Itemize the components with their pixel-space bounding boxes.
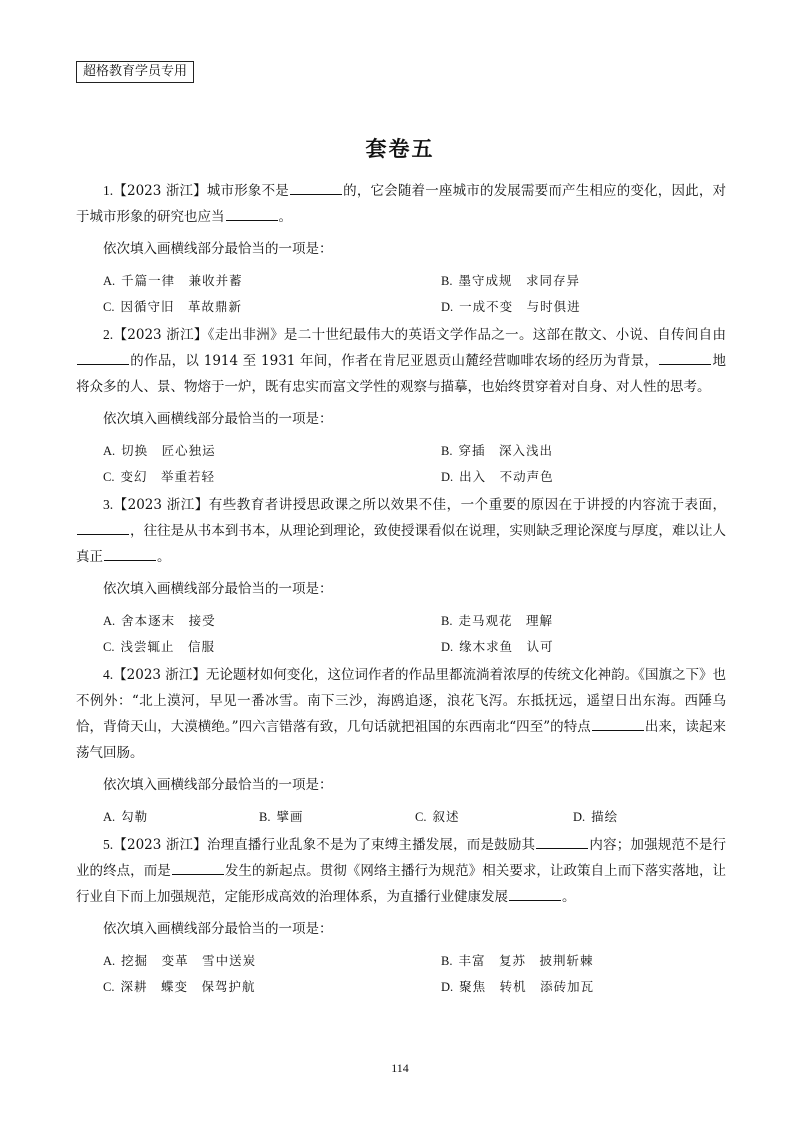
- option-a: A. 勾勒: [103, 809, 149, 824]
- fill-blank: [172, 860, 224, 875]
- question-5: [76, 832, 726, 1000]
- option-c: C. 变幻 举重若轻: [103, 469, 215, 484]
- option-list: [76, 804, 726, 830]
- fill-blank: [104, 546, 156, 561]
- question-stem: 1.【2023 浙江】城市形象不是 的，它会随着一座城市的发展需要而产生相应的变化，因此，对于城市形象的研究也应当 。: [76, 178, 726, 230]
- question-stem: 3.【2023 浙江】有些教育者讲授思政课之所以效果不佳，一个重要的原因在于讲授的内容流于表面，，往往是从书本到书本，从理论到理论，致使授课看似在说理，实则缺乏理论深度与厚度，难以让人真正 。: [76, 497, 726, 565]
- option-c: C. 叙述: [415, 809, 460, 824]
- option-b: B. 丰富 复苏 披荆斩棘: [441, 953, 594, 968]
- fill-blank: [226, 206, 278, 221]
- question-prompt: 依次填入画横线部分最恰当的一项是：: [103, 921, 333, 937]
- question-4: [76, 662, 726, 830]
- question-stem: 2.【2023 浙江】《走出非洲》是二十世纪最伟大的英语文学作品之一。这部在散文、小说、自传间自由的作品，以 1914 至 1931 年间，作者在肯尼亚恩贡山麓经营咖啡农场的经历为背景， 地将众多的人、景、物熔于一炉，既有忠实而富文学性的观察与描摹，也始终贯穿着对自身、对人性的思考。: [76, 327, 727, 395]
- option-a: A. 切换 匠心独运: [103, 443, 216, 458]
- option-b: B. 走马观花 理解: [441, 613, 553, 628]
- option-b: B. 穿插 深入浅出: [441, 443, 553, 458]
- question-3: [76, 492, 726, 660]
- fill-blank: [77, 350, 129, 365]
- question-prompt: 依次填入画横线部分最恰当的一项是：: [103, 581, 333, 597]
- option-b: B. 墨守成规 求同存异: [441, 273, 580, 288]
- question-1: [76, 178, 726, 320]
- fill-blank: [659, 350, 711, 365]
- option-d: D. 描绘: [573, 809, 619, 824]
- option-list: [76, 948, 726, 1000]
- option-list: [76, 438, 726, 490]
- fill-blank: [592, 716, 644, 731]
- question-2: [76, 322, 726, 490]
- option-list: [76, 268, 726, 320]
- fill-blank: [77, 520, 129, 535]
- page-number: 114: [391, 1061, 409, 1075]
- option-d: D. 出入 不动声色: [441, 469, 554, 484]
- question-prompt: 依次填入画横线部分最恰当的一项是：: [103, 241, 333, 257]
- fill-blank: [290, 180, 342, 195]
- option-d: D. 缘木求鱼 认可: [441, 639, 554, 654]
- option-c: C. 浅尝辄止 信服: [103, 639, 215, 654]
- option-b: B. 擘画: [259, 809, 304, 824]
- option-d: D. 一成不变 与时俱进: [441, 299, 581, 314]
- option-a: A. 舍本逐末 接受: [103, 613, 216, 628]
- question-prompt: 依次填入画横线部分最恰当的一项是：: [103, 411, 333, 427]
- option-d: D. 聚焦 转机 添砖加瓦: [441, 979, 595, 994]
- option-list: [76, 608, 726, 660]
- fill-blank: [536, 834, 588, 849]
- option-a: A. 千篇一律 兼收并蓄: [103, 273, 243, 288]
- option-c: C. 因循守旧 革故鼎新: [103, 299, 242, 314]
- page-title: 套卷五: [365, 136, 435, 161]
- question-list: [76, 178, 726, 1002]
- restricted-use-stamp: 超格教育学员专用: [76, 61, 194, 83]
- fill-blank: [509, 886, 561, 901]
- question-stem: 5.【2023 浙江】治理直播行业乱象不是为了束缚主播发展，而是鼓励其 内容；加强规范不是行业的终点，而是 发生的新起点。贯彻《网络主播行为规范》相关要求，让政策自上而下落实落地，让行业自下而上加强规范，定能形成高效的治理体系，为直播行业健康发展 。: [76, 832, 726, 910]
- question-prompt: 依次填入画横线部分最恰当的一项是：: [103, 777, 333, 793]
- option-c: C. 深耕 蝶变 保驾护航: [103, 979, 256, 994]
- option-a: A. 挖掘 变革 雪中送炭: [103, 953, 257, 968]
- question-stem: 4.【2023 浙江】无论题材如何变化，这位词作者的作品里都流淌着浓厚的传统文化神韵。《国旗之下》也不例外：“北上漠河，早见一番冰雪。南下三沙，海鸥追逐，浪花飞泻。东抵抚远，遥望日出东海。西陲乌恰，背倚天山，大漠横绝。”四六言错落有致，几句话就把祖国的东西南北“四至”的特点 出来，读起来荡气回肠。: [76, 667, 726, 761]
